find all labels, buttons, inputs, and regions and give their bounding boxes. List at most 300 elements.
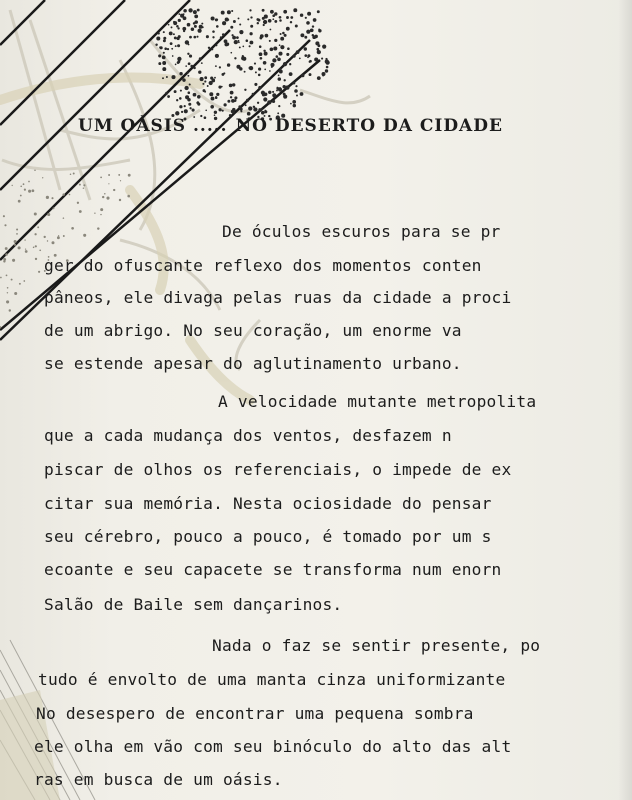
stipple-dot xyxy=(175,64,177,66)
stipple-dot xyxy=(5,247,8,250)
stipple-dot xyxy=(276,55,279,58)
stipple-dot xyxy=(272,93,276,97)
stipple-dot xyxy=(6,275,8,277)
stipple-dot xyxy=(238,17,240,19)
stipple-dot xyxy=(63,235,65,237)
stipple-dot xyxy=(227,63,230,66)
stipple-dot xyxy=(230,52,232,54)
title-main: UM OÀSIS ..... xyxy=(78,116,228,136)
stipple-dot xyxy=(120,180,121,181)
stipple-dot xyxy=(188,62,191,65)
stipple-dot xyxy=(257,22,259,24)
text-line: de um abrigo. No seu coração, um enorme va xyxy=(44,321,462,340)
stipple-dot xyxy=(246,99,249,102)
stipple-dot xyxy=(191,28,194,31)
stipple-dot xyxy=(230,91,234,95)
stipple-dot xyxy=(83,184,85,186)
stipple-dot xyxy=(34,233,36,235)
stipple-dot xyxy=(258,108,261,111)
stipple-dot xyxy=(313,18,317,22)
stipple-dot xyxy=(226,42,229,45)
stipple-dot xyxy=(280,33,282,35)
stipple-dot xyxy=(79,210,82,213)
stipple-dot xyxy=(249,41,253,45)
stipple-dot xyxy=(250,16,252,18)
page-edge-shadow xyxy=(618,0,632,800)
stipple-dot xyxy=(165,92,168,95)
stipple-dot xyxy=(83,187,84,188)
stipple-dot xyxy=(173,21,175,23)
text-line: Nada o faz se sentir presente, po xyxy=(212,636,541,655)
stipple-dot xyxy=(188,103,191,106)
stipple-dot xyxy=(174,90,177,93)
stipple-dot xyxy=(47,240,48,241)
stipple-dot xyxy=(215,96,218,99)
stipple-dot xyxy=(212,36,214,38)
stipple-dot xyxy=(155,43,157,45)
stipple-dot xyxy=(184,86,188,90)
stipple-dot xyxy=(176,99,178,101)
stipple-dot xyxy=(293,8,297,12)
stipple-dot xyxy=(200,77,204,81)
stipple-dot xyxy=(280,68,282,70)
stipple-dot xyxy=(16,228,18,230)
stipple-dot xyxy=(187,72,189,74)
stipple-dot xyxy=(278,75,280,77)
stipple-dot xyxy=(169,31,173,35)
stipple-dot xyxy=(242,46,244,48)
stipple-dot xyxy=(158,54,161,57)
stipple-dot xyxy=(35,258,37,260)
stipple-dot xyxy=(293,55,296,58)
stipple-dot xyxy=(244,71,246,73)
stipple-dot xyxy=(262,9,265,12)
stipple-dot xyxy=(221,11,225,15)
stipple-dot xyxy=(259,45,262,48)
stipple-dot xyxy=(188,8,192,12)
stipple-dot xyxy=(167,48,169,50)
stipple-dot xyxy=(234,96,237,99)
stipple-dot xyxy=(168,24,170,26)
stipple-dot xyxy=(284,34,287,37)
stipple-dot xyxy=(322,45,326,49)
stipple-dot xyxy=(285,85,289,89)
stipple-dot xyxy=(301,74,305,78)
stipple-dot xyxy=(253,106,255,108)
stipple-dot xyxy=(307,56,309,58)
stipple-dot xyxy=(264,15,268,19)
stipple-dot xyxy=(57,236,60,239)
stipple-dot xyxy=(100,214,101,215)
stipple-dot xyxy=(304,36,307,39)
stipple-dot xyxy=(232,83,235,86)
stipple-dot xyxy=(286,27,290,31)
stipple-dot xyxy=(175,45,177,47)
stipple-dot xyxy=(239,23,241,25)
stipple-dot xyxy=(270,10,274,14)
stipple-dot xyxy=(158,32,160,34)
stipple-dot xyxy=(276,87,279,90)
title-subtitle: NO DESERTO DA CIDADE xyxy=(235,116,503,136)
stipple-dot xyxy=(325,69,328,72)
stipple-dot xyxy=(211,16,215,20)
stipple-dot xyxy=(238,105,241,108)
stipple-dot xyxy=(176,25,179,28)
stipple-dot xyxy=(280,37,284,41)
stipple-dot xyxy=(182,78,185,81)
stipple-dot xyxy=(4,224,6,226)
stipple-dot xyxy=(272,91,274,93)
stipple-dot xyxy=(183,16,187,20)
stipple-dot xyxy=(177,58,179,60)
stipple-dot xyxy=(97,227,99,229)
stipple-dot xyxy=(258,86,262,90)
stipple-dot xyxy=(264,93,268,97)
stipple-dot xyxy=(193,67,195,69)
stipple-dot xyxy=(263,20,267,24)
stipple-dot xyxy=(214,111,217,114)
stipple-dot xyxy=(292,82,295,85)
stipple-dot xyxy=(42,177,43,178)
text-line: Salão de Baile sem dançarinos. xyxy=(44,595,343,614)
stipple-dot xyxy=(183,13,185,15)
stipple-dot xyxy=(162,56,166,60)
stipple-dot xyxy=(325,59,329,63)
stipple-dot xyxy=(211,48,213,50)
stipple-dot xyxy=(25,248,26,249)
stipple-dot xyxy=(274,12,277,15)
stipple-dot xyxy=(216,93,219,96)
stipple-dot xyxy=(258,68,261,71)
stipple-dot xyxy=(309,73,312,76)
stipple-dot xyxy=(234,57,236,59)
stipple-dot xyxy=(175,111,179,115)
stipple-dot xyxy=(282,32,285,35)
stipple-dot xyxy=(108,174,110,176)
stipple-dot xyxy=(234,99,237,102)
stipple-dot xyxy=(51,197,53,199)
stipple-dot xyxy=(179,97,182,100)
stipple-dot xyxy=(187,53,189,55)
stipple-dot xyxy=(83,234,86,237)
stipple-dot xyxy=(277,57,281,61)
stipple-dot xyxy=(182,27,186,31)
stipple-dot xyxy=(245,104,247,106)
stipple-dot xyxy=(177,44,180,47)
stipple-dot xyxy=(234,40,238,44)
stipple-dot xyxy=(52,241,55,244)
text-line: A velocidade mutante metropolita xyxy=(218,392,537,411)
stipple-dot xyxy=(317,10,320,13)
stipple-dot xyxy=(316,48,319,51)
text-line: ecoante e seu capacete se transforma num enorn xyxy=(44,560,502,579)
stipple-dot xyxy=(206,35,209,38)
stipple-dot xyxy=(102,196,104,198)
stipple-dot xyxy=(162,61,166,65)
stipple-dot xyxy=(244,89,246,91)
stipple-dot xyxy=(100,208,103,211)
stipple-dot xyxy=(279,70,283,74)
stipple-dot xyxy=(7,287,9,289)
stipple-dot xyxy=(46,196,49,199)
stipple-dot xyxy=(318,29,321,32)
stipple-dot xyxy=(194,15,198,19)
stipple-dot xyxy=(212,30,215,33)
stipple-dot xyxy=(265,34,269,38)
stipple-dot xyxy=(229,84,233,88)
stipple-dot xyxy=(247,18,249,20)
stipple-dot xyxy=(177,60,180,63)
stipple-dot xyxy=(163,52,165,54)
stipple-dot xyxy=(53,207,55,209)
stipple-dot xyxy=(163,39,166,42)
stipple-dot xyxy=(204,80,206,82)
stipple-dot xyxy=(173,33,175,35)
stipple-dot xyxy=(260,34,264,38)
stipple-dot xyxy=(14,240,17,243)
stipple-dot xyxy=(272,100,275,103)
text-line: citar sua memória. Nesta ociosidade do pensar xyxy=(44,494,492,513)
stipple-dot xyxy=(14,292,17,295)
stipple-dot xyxy=(286,53,289,56)
stipple-dot xyxy=(284,79,286,81)
stipple-dot xyxy=(199,25,203,29)
text-line: ele olha em vão com seu binóculo do alto das alt xyxy=(34,737,512,756)
stipple-dot xyxy=(94,213,95,214)
stipple-dot xyxy=(198,71,201,74)
stipple-dot xyxy=(238,40,240,42)
stipple-dot xyxy=(196,36,198,38)
stipple-dot xyxy=(290,103,292,105)
stipple-dot xyxy=(215,65,217,67)
stipple-dot xyxy=(197,9,200,12)
stipple-dot xyxy=(194,20,198,24)
stipple-dot xyxy=(218,86,221,89)
stipple-dot xyxy=(233,112,235,114)
stipple-dot xyxy=(258,19,261,22)
stipple-dot xyxy=(246,39,249,42)
stipple-dot xyxy=(227,10,231,14)
stipple-dot xyxy=(201,23,203,25)
stipple-dot xyxy=(294,89,298,93)
stipple-dot xyxy=(278,52,282,56)
stipple-dot xyxy=(215,44,217,46)
stipple-dot xyxy=(18,246,21,249)
stipple-dot xyxy=(205,77,207,79)
stipple-dot xyxy=(33,247,35,249)
stipple-dot xyxy=(222,110,224,112)
stipple-dot xyxy=(290,21,292,23)
stipple-dot xyxy=(315,41,319,45)
stipple-dot xyxy=(197,103,200,106)
text-line: se estende apesar do aglutinamento urbano. xyxy=(44,354,462,373)
stipple-dot xyxy=(280,45,284,49)
text-line: que a cada mudança dos ventos, desfazem n xyxy=(44,426,452,445)
stipple-dot xyxy=(271,66,273,68)
stipple-dot xyxy=(267,100,271,104)
stipple-dot xyxy=(278,105,280,107)
stipple-dot xyxy=(197,95,201,99)
stipple-dot xyxy=(179,105,182,108)
stipple-dot xyxy=(194,25,197,28)
text-line: ras em busca de um oásis. xyxy=(34,770,283,789)
stipple-dot xyxy=(23,183,25,185)
stipple-dot xyxy=(264,110,267,113)
stipple-dot xyxy=(249,9,251,11)
text-line: No desespero de encontrar uma pequena sombra xyxy=(36,704,474,723)
stipple-dot xyxy=(16,233,18,235)
stipple-dot xyxy=(108,183,109,184)
stipple-dot xyxy=(185,65,187,67)
stipple-dot xyxy=(322,72,326,76)
stipple-dot xyxy=(321,58,323,60)
stipple-dot xyxy=(177,27,179,29)
stipple-dot xyxy=(199,57,202,60)
stipple-dot xyxy=(289,63,291,65)
stipple-dot xyxy=(207,85,209,87)
stipple-dot xyxy=(28,190,31,193)
stipple-dot xyxy=(187,75,189,77)
stipple-dot xyxy=(278,77,281,80)
stipple-dot xyxy=(12,185,13,186)
stipple-dot xyxy=(317,76,321,80)
stipple-dot xyxy=(201,62,203,64)
stipple-dot xyxy=(189,107,191,109)
stipple-dot xyxy=(187,23,191,27)
stipple-dot xyxy=(269,40,271,42)
stipple-dot xyxy=(181,111,183,113)
stipple-dot xyxy=(250,25,253,28)
stipple-dot xyxy=(0,277,2,279)
text-line: ger do ofuscante reflexo dos momentos conten xyxy=(44,256,482,275)
stipple-dot xyxy=(299,57,301,59)
stipple-dot xyxy=(306,30,310,34)
stipple-dot xyxy=(227,100,230,103)
stipple-dot xyxy=(202,83,204,85)
stipple-dot xyxy=(6,300,9,303)
stipple-dot xyxy=(62,193,64,195)
stipple-dot xyxy=(230,96,232,98)
stipple-dot xyxy=(287,47,290,50)
stipple-dot xyxy=(168,96,170,98)
stipple-dot xyxy=(163,31,165,33)
stipple-dot xyxy=(197,29,201,33)
stipple-dot xyxy=(209,92,213,96)
stipple-dot xyxy=(188,44,190,46)
stipple-dot xyxy=(77,202,79,204)
stipple-dot xyxy=(128,174,131,177)
stipple-dot xyxy=(292,100,296,104)
stipple-dot xyxy=(37,226,39,228)
stipple-dot xyxy=(293,104,296,107)
stipple-dot xyxy=(222,21,226,25)
stipple-dot xyxy=(272,58,276,62)
stipple-dot xyxy=(238,41,240,43)
stipple-dot xyxy=(176,37,179,40)
stipple-dot xyxy=(162,67,166,71)
stipple-dot xyxy=(271,63,273,65)
stipple-dot xyxy=(178,19,181,22)
stipple-dot xyxy=(300,92,304,96)
stipple-dot xyxy=(230,26,233,29)
stipple-dot xyxy=(211,97,215,101)
stipple-dot xyxy=(326,66,329,69)
stipple-dot xyxy=(159,46,161,48)
stipple-dot xyxy=(263,61,267,65)
stipple-dot xyxy=(193,93,197,97)
stipple-dot xyxy=(290,16,293,19)
stipple-dot xyxy=(263,24,265,26)
stipple-dot xyxy=(248,106,252,110)
stipple-dot xyxy=(277,112,279,114)
stipple-dot xyxy=(255,71,257,73)
stipple-dot xyxy=(264,52,268,56)
stipple-dot xyxy=(312,25,314,27)
stipple-dot xyxy=(127,195,130,198)
stipple-dot xyxy=(307,12,311,16)
stipple-dot xyxy=(212,79,215,82)
stipple-dot xyxy=(23,280,25,282)
stipple-dot xyxy=(239,30,243,34)
stipple-dot xyxy=(274,39,277,42)
stipple-dot xyxy=(180,90,182,92)
stipple-dot xyxy=(9,309,11,311)
stipple-dot xyxy=(39,249,41,251)
stipple-dot xyxy=(309,60,312,63)
stipple-dot xyxy=(187,98,190,101)
stipple-dot xyxy=(35,245,37,247)
stipple-dot xyxy=(32,189,35,192)
stipple-dot xyxy=(156,36,160,40)
stipple-dot xyxy=(239,46,241,48)
stipple-dot xyxy=(44,236,46,238)
text-line: piscar de olhos os referenciais, o impede de ex xyxy=(44,460,512,479)
stipple-dot xyxy=(162,77,164,79)
stipple-dot xyxy=(220,36,222,38)
stipple-dot xyxy=(104,193,106,195)
stipple-dot xyxy=(215,54,219,58)
stipple-dot xyxy=(172,55,174,57)
stipple-dot xyxy=(34,212,37,215)
stipple-dot xyxy=(306,21,310,25)
stipple-dot xyxy=(269,70,271,72)
stipple-dot xyxy=(279,19,282,22)
stipple-dot xyxy=(210,105,214,109)
stipple-dot xyxy=(216,25,219,28)
stipple-dot xyxy=(63,217,65,219)
stipple-dot xyxy=(24,189,26,191)
stipple-dot xyxy=(242,55,244,57)
stipple-dot xyxy=(20,186,22,188)
stipple-dot xyxy=(268,19,272,23)
stipple-dot xyxy=(286,16,289,19)
stipple-dot xyxy=(279,16,282,19)
stipple-dot xyxy=(69,194,71,196)
stipple-dot xyxy=(47,213,50,216)
text-line: De óculos escuros para se pr xyxy=(222,222,501,241)
stipple-dot xyxy=(11,279,13,281)
stipple-dot xyxy=(119,199,121,201)
stipple-dot xyxy=(58,235,59,236)
stipple-dot xyxy=(260,57,263,60)
stipple-dot xyxy=(259,52,263,56)
stipple-dot xyxy=(314,57,318,61)
stipple-dot xyxy=(18,200,21,203)
stipple-dot xyxy=(300,33,304,37)
stipple-dot xyxy=(113,189,115,191)
stipple-dot xyxy=(289,72,293,76)
stipple-dot xyxy=(254,63,256,65)
